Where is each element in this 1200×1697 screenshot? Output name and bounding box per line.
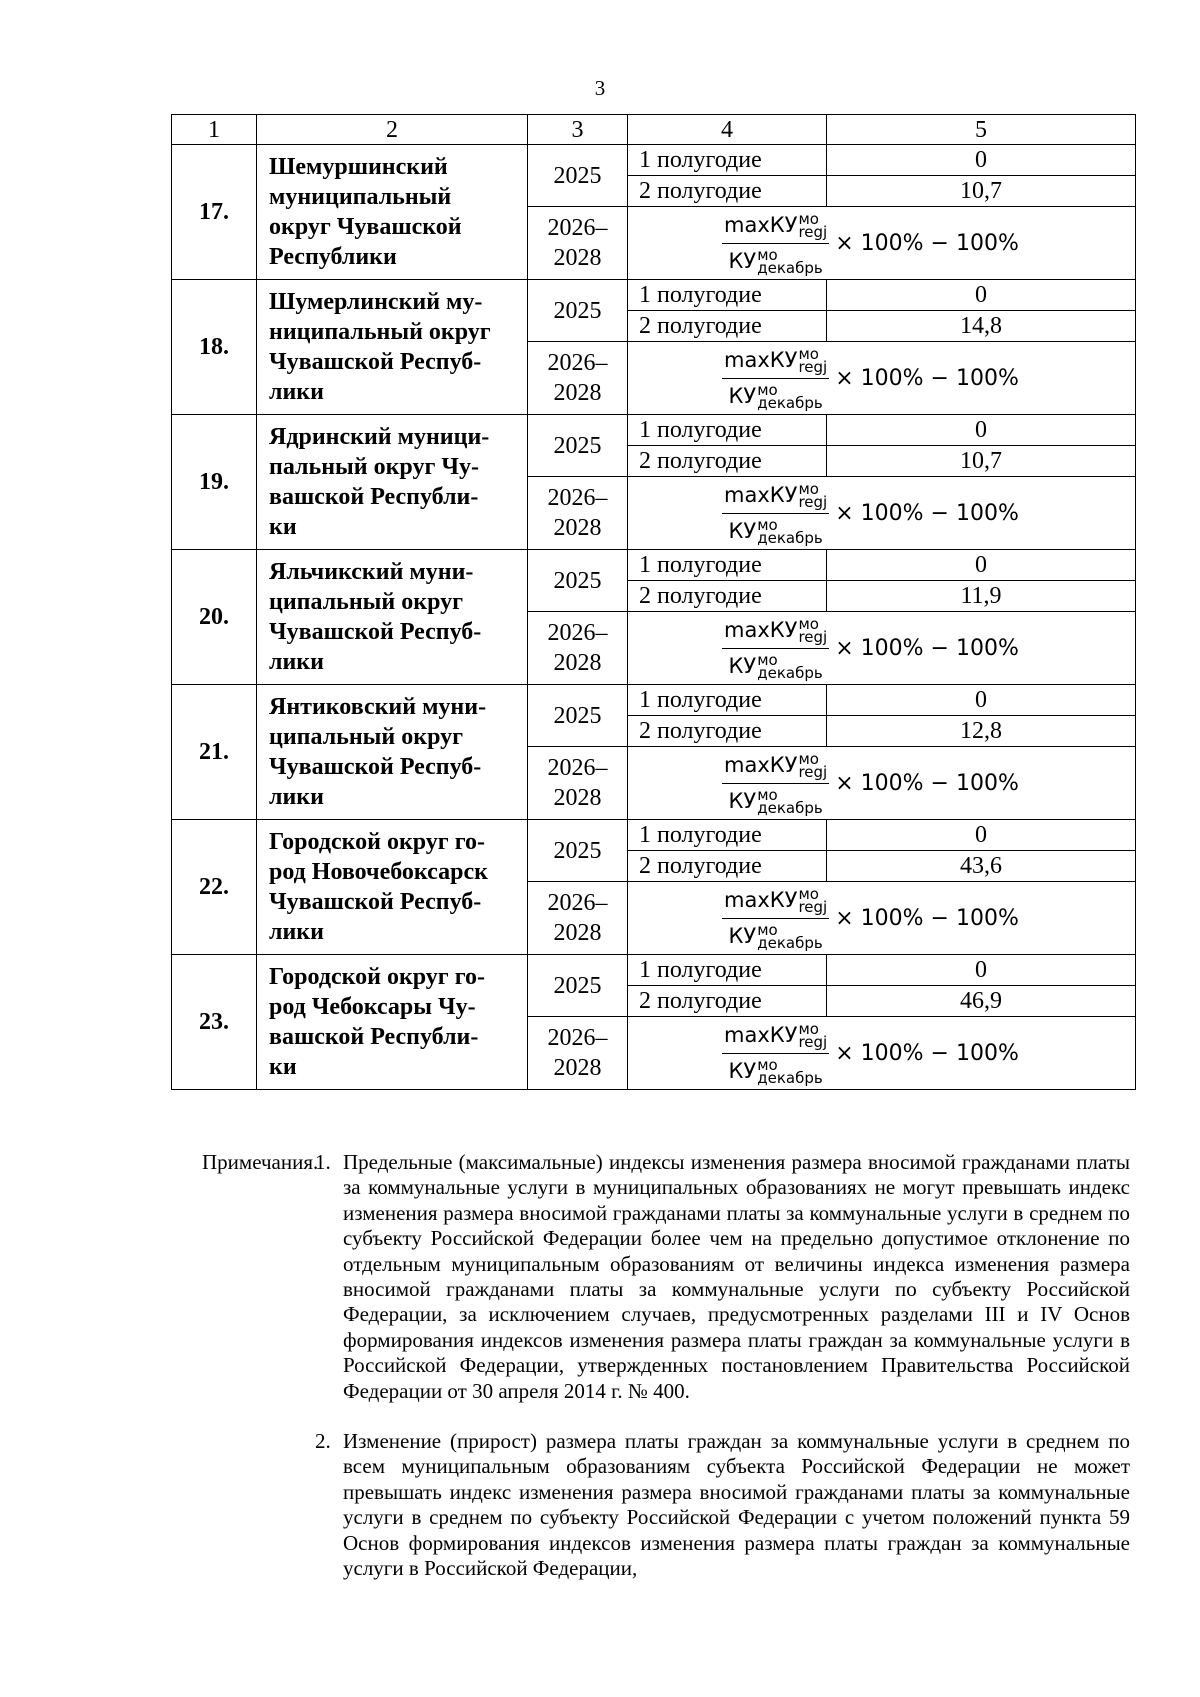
formula-sup: мо xyxy=(757,786,778,804)
formula-numerator-text: maxКУ xyxy=(724,888,798,912)
year-range-end: 2028 xyxy=(553,920,602,946)
formula-cell xyxy=(628,342,1136,415)
column-header: 5 xyxy=(827,115,1136,145)
formula-tail: × 100% − 100% xyxy=(835,1040,1019,1066)
formula-sup: мо xyxy=(757,381,778,399)
formula xyxy=(722,615,1135,681)
formula-sub: regj xyxy=(798,763,828,781)
year-range-start: 2026– xyxy=(547,755,608,781)
row-number: 19. xyxy=(172,415,257,550)
row-number: 17. xyxy=(172,145,257,280)
half-year-label: 2 полугодие xyxy=(628,176,827,207)
formula-sub: regj xyxy=(798,898,828,916)
notes-label: Примечания. xyxy=(202,1150,319,1174)
municipality-name-line: Республики xyxy=(269,244,397,270)
formula-sub: regj xyxy=(798,628,828,646)
municipality-name-line: лики xyxy=(269,649,324,675)
formula-numerator xyxy=(722,1020,829,1054)
year-range-end: 2028 xyxy=(553,1055,602,1081)
formula-sub: декабрь xyxy=(757,1069,823,1087)
year-range-start: 2026– xyxy=(547,350,608,376)
table-header-row xyxy=(172,115,1136,145)
year-range-cell xyxy=(528,882,628,955)
formula-denominator-text: КУ xyxy=(728,654,757,678)
formula xyxy=(722,210,1135,276)
formula-sub: декабрь xyxy=(757,259,823,277)
municipality-name-line: вашской Республи- xyxy=(269,1024,479,1050)
formula-fraction xyxy=(722,885,829,951)
formula-fraction xyxy=(722,210,829,276)
formula-fraction xyxy=(722,1020,829,1086)
half-year-label: 1 полугодие xyxy=(628,550,827,581)
half-year-label: 2 полугодие xyxy=(628,986,827,1017)
municipality-name-line: ки xyxy=(269,1054,297,1080)
year-range-start: 2026– xyxy=(547,485,608,511)
formula-sup: мо xyxy=(757,651,778,669)
tariff-index-table xyxy=(171,114,1136,1090)
formula-fraction xyxy=(722,345,829,411)
municipality-name xyxy=(257,685,528,820)
index-value: 0 xyxy=(827,550,1136,581)
formula-numerator xyxy=(722,885,829,919)
municipality-name-line: Шемуршинский xyxy=(269,154,448,180)
municipality-name-line: Яльчикский муни- xyxy=(269,559,474,585)
formula-denominator-text: КУ xyxy=(728,519,757,543)
municipality-name-line: муниципальный xyxy=(269,184,452,210)
table-row xyxy=(172,550,1136,581)
year-range-cell xyxy=(528,612,628,685)
formula-denominator xyxy=(727,379,825,411)
formula-denominator-text: КУ xyxy=(728,1059,757,1083)
year-range-start: 2026– xyxy=(547,620,608,646)
year-range-start: 2026– xyxy=(547,215,608,241)
formula-denominator-text: КУ xyxy=(728,384,757,408)
formula-sup: мо xyxy=(798,1020,819,1038)
formula-denominator xyxy=(727,784,825,816)
formula-sup: мо xyxy=(798,885,819,903)
municipality-name-line: ки xyxy=(269,514,297,540)
formula-tail: × 100% − 100% xyxy=(835,770,1019,796)
year-range-end: 2028 xyxy=(553,380,602,406)
row-number: 18. xyxy=(172,280,257,415)
municipality-name-line: Чувашской Респуб- xyxy=(269,619,482,645)
formula-cell xyxy=(628,612,1136,685)
municipality-name-line: Шумерлинский му- xyxy=(269,289,483,315)
formula-tail: × 100% − 100% xyxy=(835,905,1019,931)
year-cell: 2025 xyxy=(528,550,628,612)
index-value: 0 xyxy=(827,685,1136,716)
note-text: Предельные (максимальные) индексы изменения размера вносимой гражданами платы за коммунальные услуги в муниципальных образованиях не могут превышать индекс изменения размера вносимой гражданами платы за коммунальные услуги в среднем по субъекту Российской Федерации более чем на предельно допустимое отклонение по отдельным муниципальным образованиям от величины индекса изменения размера вносимой гражданами платы за коммунальные услуги по субъекту Российской Федерации, за исключением случаев, предусмотренных разделами III и IV Основ формирования индексов изменения размера платы граждан за коммунальные услуги в Российской Федерации, утвержденных постановлением Правительства Российской Федерации от 30 апреля 2014 г. № 400. xyxy=(343,1150,1130,1403)
formula-numerator-text: maxКУ xyxy=(724,1023,798,1047)
formula-sup: мо xyxy=(798,480,819,498)
index-value: 12,8 xyxy=(827,716,1136,747)
formula-numerator-text: maxКУ xyxy=(724,483,798,507)
formula-numerator xyxy=(722,480,829,514)
formula xyxy=(722,345,1135,411)
index-value: 10,7 xyxy=(827,446,1136,477)
note-item xyxy=(315,1429,1130,1581)
half-year-label: 1 полугодие xyxy=(628,415,827,446)
municipality-name xyxy=(257,415,528,550)
municipality-name-line: Чувашской Респуб- xyxy=(269,889,482,915)
municipality-name xyxy=(257,145,528,280)
formula-denominator-text: КУ xyxy=(728,924,757,948)
municipality-name xyxy=(257,280,528,415)
year-range-cell xyxy=(528,342,628,415)
formula-sub: regj xyxy=(798,493,828,511)
formula-numerator-text: maxКУ xyxy=(724,618,798,642)
formula-fraction xyxy=(722,615,829,681)
year-range-start: 2026– xyxy=(547,1025,608,1051)
municipality-name-line: ниципальный округ xyxy=(269,319,491,345)
index-value: 14,8 xyxy=(827,311,1136,342)
municipality-name-line: лики xyxy=(269,919,324,945)
formula-cell xyxy=(628,747,1136,820)
municipality-name-line: Ядринский муници- xyxy=(269,424,490,450)
half-year-label: 1 полугодие xyxy=(628,685,827,716)
row-number: 20. xyxy=(172,550,257,685)
year-range-end: 2028 xyxy=(553,785,602,811)
formula-sup: мо xyxy=(757,921,778,939)
formula-cell xyxy=(628,1017,1136,1090)
year-range-end: 2028 xyxy=(553,245,602,271)
index-value: 0 xyxy=(827,820,1136,851)
formula-numerator xyxy=(722,615,829,649)
formula-tail: × 100% − 100% xyxy=(835,635,1019,661)
half-year-label: 1 полугодие xyxy=(628,280,827,311)
municipality-name-line: округ Чувашской xyxy=(269,214,462,240)
row-number: 23. xyxy=(172,955,257,1090)
year-range-cell xyxy=(528,477,628,550)
table-row xyxy=(172,685,1136,716)
formula-sup: мо xyxy=(798,345,819,363)
column-header: 1 xyxy=(172,115,257,145)
note-item xyxy=(315,1150,1130,1404)
year-range-end: 2028 xyxy=(553,515,602,541)
column-header: 2 xyxy=(257,115,528,145)
index-value: 11,9 xyxy=(827,581,1136,612)
formula-denominator xyxy=(727,244,825,276)
formula xyxy=(722,750,1135,816)
year-cell: 2025 xyxy=(528,145,628,207)
year-cell: 2025 xyxy=(528,280,628,342)
municipality-name-line: вашской Республи- xyxy=(269,484,479,510)
table-row xyxy=(172,145,1136,176)
note-number: 1. xyxy=(315,1150,331,1174)
formula-numerator xyxy=(722,750,829,784)
index-value: 0 xyxy=(827,145,1136,176)
formula-sup: мо xyxy=(757,246,778,264)
formula-sub: декабрь xyxy=(757,799,823,817)
table-row xyxy=(172,280,1136,311)
year-range-end: 2028 xyxy=(553,650,602,676)
formula-tail: × 100% − 100% xyxy=(835,230,1019,256)
index-value: 10,7 xyxy=(827,176,1136,207)
formula-denominator-text: КУ xyxy=(728,789,757,813)
formula-cell xyxy=(628,882,1136,955)
formula xyxy=(722,1020,1135,1086)
formula-sup: мо xyxy=(798,615,819,633)
municipality-name-line: род Чебоксары Чу- xyxy=(269,994,476,1020)
formula-sub: декабрь xyxy=(757,529,823,547)
table-row xyxy=(172,820,1136,851)
municipality-name-line: ципальный округ xyxy=(269,589,464,615)
formula-numerator-text: maxКУ xyxy=(724,348,798,372)
municipality-name-line: Городской округ го- xyxy=(269,829,485,855)
row-number: 21. xyxy=(172,685,257,820)
table-row xyxy=(172,415,1136,446)
year-cell: 2025 xyxy=(528,685,628,747)
note-number: 2. xyxy=(315,1429,331,1453)
half-year-label: 2 полугодие xyxy=(628,581,827,612)
formula-sub: декабрь xyxy=(757,664,823,682)
half-year-label: 2 полугодие xyxy=(628,716,827,747)
half-year-label: 2 полугодие xyxy=(628,446,827,477)
municipality-name-line: Янтиковский муни- xyxy=(269,694,487,720)
formula-sup: мо xyxy=(798,750,819,768)
row-number: 22. xyxy=(172,820,257,955)
formula-denominator-text: КУ xyxy=(728,249,757,273)
year-range-cell xyxy=(528,207,628,280)
municipality-name-line: род Новочебоксарск xyxy=(269,859,488,885)
formula-sub: regj xyxy=(798,1033,828,1051)
municipality-name-line: Городской округ го- xyxy=(269,964,485,990)
municipality-name-line: лики xyxy=(269,379,324,405)
formula-sup: мо xyxy=(757,516,778,534)
formula-denominator xyxy=(727,514,825,546)
half-year-label: 1 полугодие xyxy=(628,820,827,851)
municipality-name-line: пальный округ Чу- xyxy=(269,454,479,480)
index-value: 0 xyxy=(827,415,1136,446)
year-range-cell xyxy=(528,1017,628,1090)
formula-sub: декабрь xyxy=(757,394,823,412)
formula-numerator-text: maxКУ xyxy=(724,753,798,777)
formula-fraction xyxy=(722,480,829,546)
formula-tail: × 100% − 100% xyxy=(835,365,1019,391)
year-cell: 2025 xyxy=(528,820,628,882)
formula-sup: мо xyxy=(798,210,819,228)
municipality-name-line: ципальный округ xyxy=(269,724,464,750)
half-year-label: 2 полугодие xyxy=(628,851,827,882)
formula-sub: regj xyxy=(798,358,828,376)
formula xyxy=(722,480,1135,546)
municipality-name-line: лики xyxy=(269,784,324,810)
year-cell: 2025 xyxy=(528,415,628,477)
note-text: Изменение (прирост) размера платы граждан за коммунальные услуги в среднем по всем муниципальным образованиям субъекта Российской Федерации не может превышать индекс изменения размера вносимой гражданами платы за коммунальные услуги в среднем по субъекту Российской Федерации с учетом положений пункта 59 Основ формирования индексов изменения размера платы граждан за коммунальные услуги в Российской Федерации, xyxy=(343,1429,1130,1581)
half-year-label: 2 полугодие xyxy=(628,311,827,342)
formula-sub: regj xyxy=(798,223,828,241)
municipality-name xyxy=(257,955,528,1090)
formula-denominator xyxy=(727,1054,825,1086)
municipality-name xyxy=(257,550,528,685)
index-value: 0 xyxy=(827,955,1136,986)
formula-cell xyxy=(628,477,1136,550)
index-value: 0 xyxy=(827,280,1136,311)
municipality-name-line: Чувашской Респуб- xyxy=(269,349,482,375)
formula-denominator xyxy=(727,649,825,681)
column-header: 3 xyxy=(528,115,628,145)
index-value: 46,9 xyxy=(827,986,1136,1017)
formula-tail: × 100% − 100% xyxy=(835,500,1019,526)
table-row xyxy=(172,955,1136,986)
formula-denominator xyxy=(727,919,825,951)
municipality-name-line: Чувашской Респуб- xyxy=(269,754,482,780)
formula-numerator-text: maxКУ xyxy=(724,213,798,237)
year-range-cell xyxy=(528,747,628,820)
formula-numerator xyxy=(722,345,829,379)
half-year-label: 1 полугодие xyxy=(628,955,827,986)
year-range-start: 2026– xyxy=(547,890,608,916)
column-header: 4 xyxy=(628,115,827,145)
formula-fraction xyxy=(722,750,829,816)
formula-numerator xyxy=(722,210,829,244)
page-number: 3 xyxy=(594,76,606,100)
formula xyxy=(722,885,1135,951)
municipality-name xyxy=(257,820,528,955)
year-cell: 2025 xyxy=(528,955,628,1017)
formula-sup: мо xyxy=(757,1056,778,1074)
formula-cell xyxy=(628,207,1136,280)
half-year-label: 1 полугодие xyxy=(628,145,827,176)
formula-sub: декабрь xyxy=(757,934,823,952)
index-value: 43,6 xyxy=(827,851,1136,882)
